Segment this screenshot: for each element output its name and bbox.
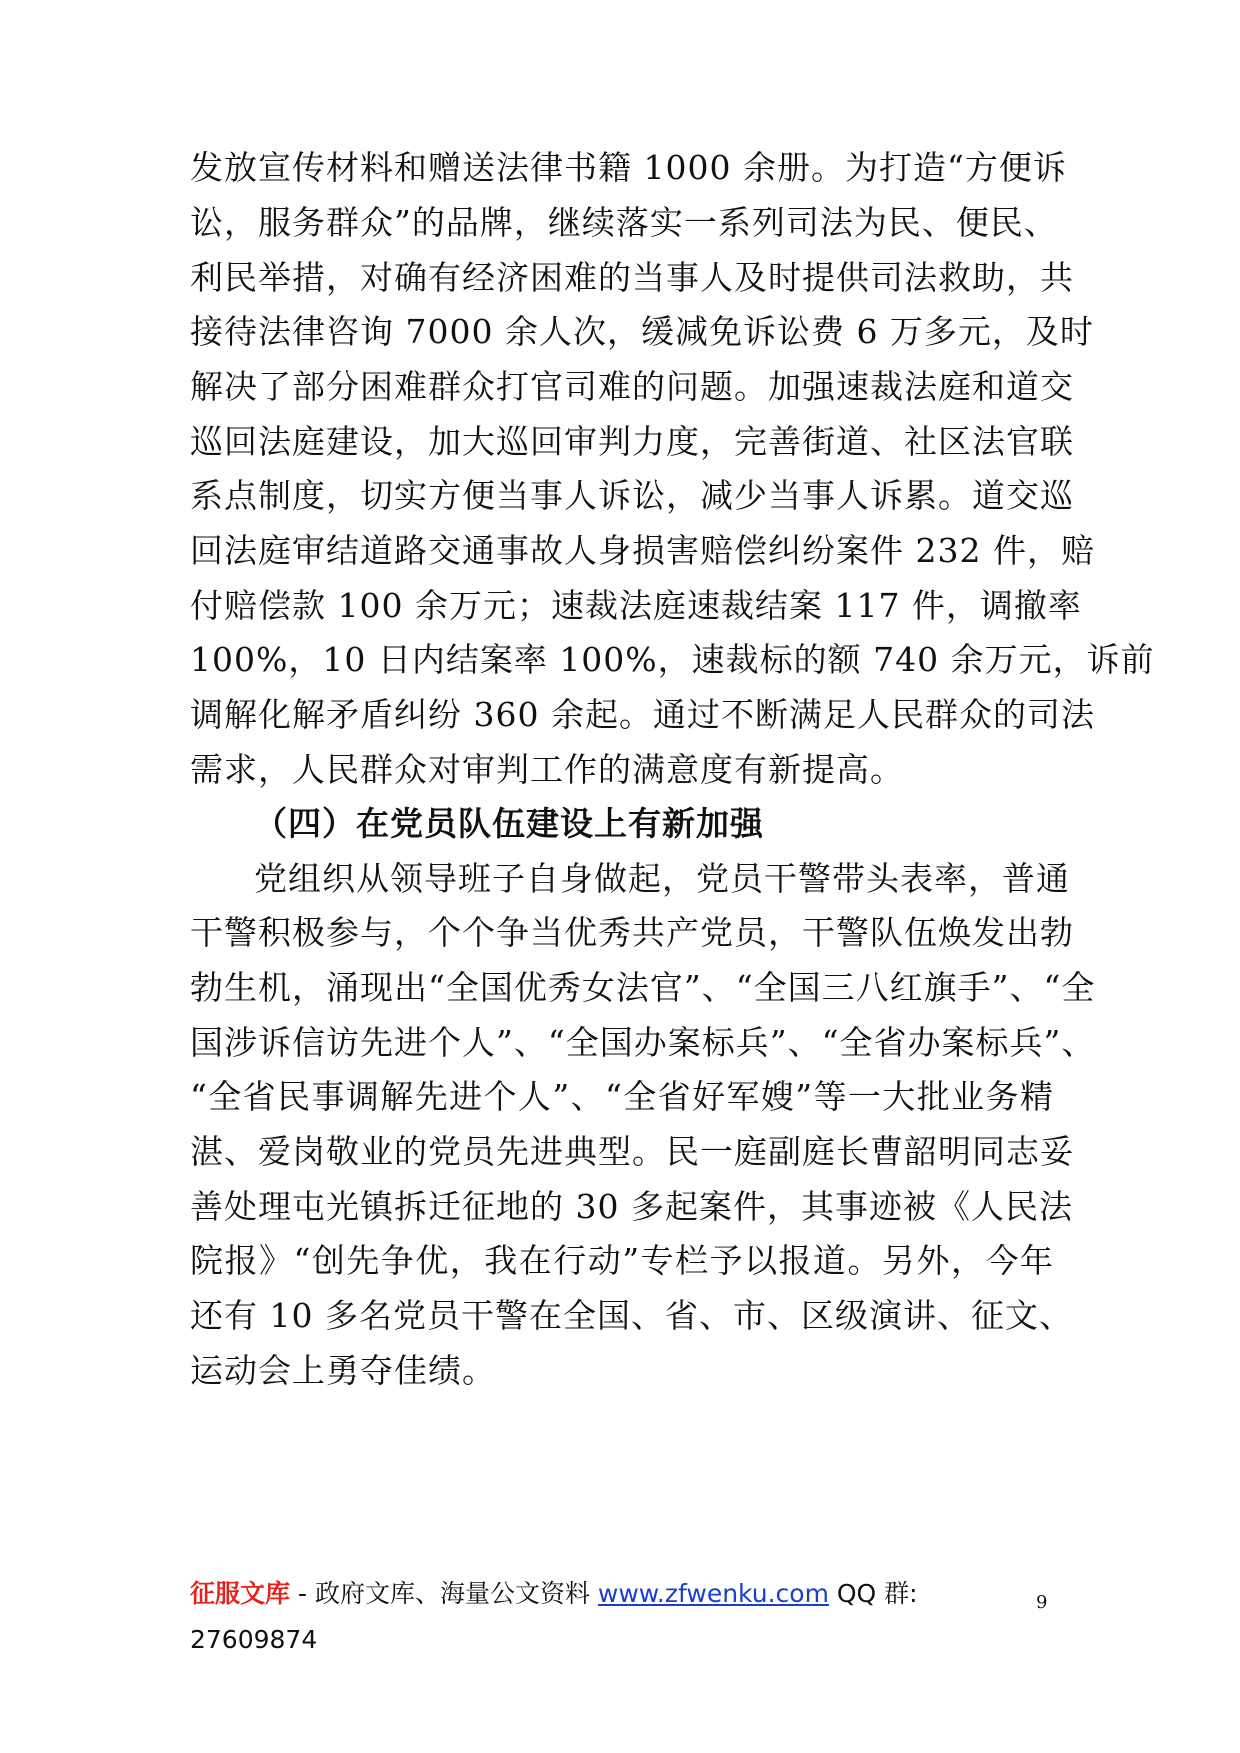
body-line: 利民举措，对确有经济困难的当事人及时提供司法救助，共 (190, 258, 1074, 297)
body-line: 讼，服务群众”的品牌，继续落实一系列司法为民、便民、 (190, 203, 1058, 242)
footer-url-link[interactable]: www.zfwenku.com (597, 1579, 829, 1608)
body-line: 院报》“创先争优，我在行动”专栏予以报道。另外，今年 (190, 1241, 1054, 1280)
footer-description: 政府文库、海量公文资料 (314, 1579, 598, 1608)
body-line: 需求，人民群众对审判工作的满意度有新提高。 (190, 750, 904, 789)
body-line: 勃生机，涌现出“全国优秀女法官”、“全国三八红旗手”、“全 (190, 968, 1096, 1007)
body-line: 国涉诉信访先进个人”、“全国办案标兵”、“全省办案标兵”、 (190, 1023, 1096, 1062)
footer-line-1 (190, 1578, 918, 1610)
body-line: 善处理屯光镇拆迁征地的 30 多起案件，其事迹被《人民法 (190, 1187, 1073, 1226)
body-line: 调解化解矛盾纠纷 360 余起。通过不断满足人民群众的司法 (190, 695, 1095, 734)
section-heading: （四）在党员队伍建设上有新加强 (254, 804, 764, 843)
body-line: 系点制度，切实方便当事人诉讼，减少当事人诉累。道交巡 (190, 476, 1074, 515)
body-line: 运动会上勇夺佳绩。 (190, 1351, 496, 1390)
body-line: 接待法律咨询 7000 余人次，缓减免诉讼费 6 万多元，及时 (190, 312, 1094, 351)
body-line: 党组织从领导班子自身做起，党员干警带头表率，普通 (254, 859, 1070, 898)
body-line: 回法庭审结道路交通事故人身损害赔偿纠纷案件 232 件，赔 (190, 531, 1095, 570)
body-line: 发放宣传材料和赠送法律书籍 1000 余册。为打造“方便诉 (190, 148, 1067, 187)
body-line: 100%，10 日内结案率 100%，速裁标的额 740 余万元，诉前 (190, 640, 1155, 679)
body-line: 巡回法庭建设，加大巡回审判力度，完善街道、社区法官联 (190, 422, 1074, 461)
body-line: 还有 10 多名党员干警在全国、省、市、区级演讲、征文、 (190, 1296, 1073, 1335)
page-number: 9 (1036, 1592, 1048, 1613)
footer-qq-label: QQ 群: (828, 1579, 918, 1608)
body-line: 解决了部分困难群众打官司难的问题。加强速裁法庭和道交 (190, 367, 1074, 406)
footer-separator: - (290, 1579, 315, 1608)
footer-qq-number: 27609874 (190, 1625, 318, 1654)
body-line: 湛、爱岗敬业的党员先进典型。民一庭副庭长曹韶明同志妥 (190, 1132, 1074, 1171)
body-line: 干警积极参与，个个争当优秀共产党员，干警队伍焕发出勃 (190, 913, 1074, 952)
body-line: 付赔偿款 100 余万元；速裁法庭速裁结案 117 件，调撤率 (190, 586, 1082, 625)
footer-brand: 征服文库 (190, 1579, 291, 1608)
body-line: “全省民事调解先进个人”、“全省好军嫂”等一大批业务精 (190, 1077, 1054, 1116)
